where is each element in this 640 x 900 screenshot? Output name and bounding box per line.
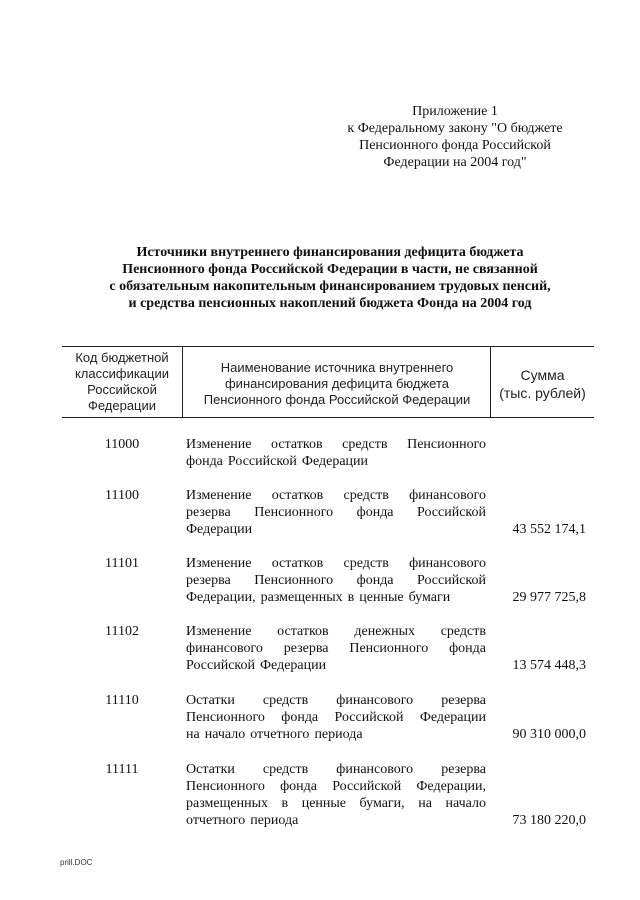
- header-code-line: Федерации: [87, 398, 157, 413]
- header-code-line: Российской: [87, 382, 157, 397]
- name-word: Пенсионного: [349, 641, 429, 656]
- name-word: Изменение: [186, 488, 252, 503]
- name-word: Российской: [417, 573, 486, 588]
- header-code: [62, 350, 182, 414]
- name-word: остатков: [271, 488, 324, 503]
- header-code-line: Код бюджетной: [75, 350, 169, 365]
- name-line: [186, 657, 486, 674]
- name-line: [186, 453, 486, 470]
- name-word: финансового: [336, 693, 414, 708]
- name-word: ценные: [359, 590, 404, 605]
- name-line: [186, 555, 486, 572]
- header-amount-line: Сумма: [520, 367, 565, 383]
- name-word: в: [347, 590, 355, 605]
- name-line: [186, 761, 486, 778]
- name-word: Остатки: [186, 693, 235, 708]
- name-word: средств: [343, 556, 389, 571]
- name-word: средств: [342, 437, 388, 452]
- name-word: Пенсионного: [186, 710, 265, 725]
- name-word: на: [418, 796, 432, 811]
- name-word: Федерации: [260, 658, 327, 673]
- header-amount: [491, 366, 594, 402]
- row-amount: 43 552 174,1: [512, 522, 586, 537]
- row-code: 11101: [105, 556, 139, 571]
- name-word: фонда: [356, 573, 394, 588]
- row-code: 11100: [105, 488, 139, 503]
- name-word: Пенсионного: [254, 573, 334, 588]
- row-amount: 73 180 220,0: [512, 813, 586, 828]
- name-word: периода: [250, 813, 299, 828]
- name-word: Российской: [417, 505, 486, 520]
- name-word: финансового: [409, 488, 486, 503]
- name-word: Федерации,: [186, 590, 256, 605]
- name-word: Остатки: [186, 762, 235, 777]
- column-divider: [182, 346, 183, 418]
- appendix-line: Федерации на 2004 год": [383, 155, 527, 170]
- name-word: фонда: [186, 454, 223, 469]
- name-word: Российской: [332, 779, 402, 794]
- row-code: 11000: [104, 437, 140, 452]
- name-word: денежных: [354, 624, 415, 639]
- name-word: резерва: [441, 762, 486, 777]
- name-word: остатков: [271, 437, 323, 452]
- name-word: на: [186, 727, 200, 742]
- name-line: [186, 572, 486, 589]
- title-line: Источники внутреннего финансирования дефицита бюджета: [136, 245, 524, 260]
- name-line: [186, 778, 486, 795]
- name-word: бумаги: [408, 590, 451, 605]
- header-name: [184, 360, 490, 408]
- name-line: [186, 640, 486, 657]
- name-word: Федерации: [419, 710, 486, 725]
- name-line: [186, 709, 486, 726]
- row-name: [186, 487, 486, 538]
- name-word: ценные: [301, 796, 347, 811]
- name-word: средств: [440, 624, 486, 639]
- name-word: Федерации: [301, 454, 369, 469]
- name-word: резерва: [441, 693, 486, 708]
- row-code: 11102: [105, 624, 139, 639]
- name-word: средств: [262, 693, 309, 708]
- name-word: начало: [204, 727, 246, 742]
- name-word: размещенных: [186, 796, 269, 811]
- name-word: остатков: [271, 556, 324, 571]
- name-word: Российской: [186, 658, 255, 673]
- name-word: средств: [262, 762, 309, 777]
- name-word: отчетного: [250, 727, 310, 742]
- row-amount: 29 977 725,8: [512, 590, 586, 605]
- name-word: Российской: [227, 454, 297, 469]
- name-line: [186, 726, 486, 743]
- name-line: [186, 487, 486, 504]
- name-word: резерва: [283, 641, 329, 656]
- title-line: Пенсионного фонда Российской Федерации в части, не связанной: [122, 262, 538, 277]
- name-word: резерва: [186, 505, 231, 520]
- name-line: [186, 521, 486, 538]
- header-code-line: классификации: [74, 366, 170, 381]
- footer-filename: prill.DOC: [60, 858, 93, 867]
- row-amount: 13 574 448,3: [512, 658, 586, 673]
- name-line: [186, 795, 486, 812]
- name-word: Федерации,: [416, 779, 486, 794]
- name-word: фонда: [356, 505, 394, 520]
- name-word: отчетного: [186, 813, 246, 828]
- name-word: в: [281, 796, 289, 811]
- name-word: Федерации: [186, 522, 253, 537]
- table-header-bottom-rule: [62, 417, 594, 418]
- name-line: [186, 812, 486, 829]
- name-word: Изменение: [186, 556, 252, 571]
- title-line: и средства пенсионных накоплений бюджета Фонда на 2004 год: [128, 296, 532, 311]
- appendix-line: к Федеральному закону "О бюджете: [347, 121, 563, 136]
- row-name: [186, 692, 486, 743]
- name-line: [186, 623, 486, 640]
- document-title: [60, 244, 600, 312]
- row-code: 11110: [105, 693, 139, 708]
- header-name-line: финансирования дефицита бюджета: [224, 376, 449, 391]
- title-line: с обязательным накопительным финансированием трудовых пенсий,: [109, 279, 551, 294]
- name-word: фонда: [449, 641, 486, 656]
- name-word: бумаги,: [359, 796, 405, 811]
- name-word: периода: [314, 727, 363, 742]
- name-word: фонда: [281, 710, 319, 725]
- row-code: 11111: [105, 762, 139, 777]
- name-line: [186, 692, 486, 709]
- row-name: [186, 761, 486, 829]
- name-word: Пенсионного: [186, 779, 265, 794]
- name-word: Изменение: [186, 437, 252, 452]
- name-word: Российской: [334, 710, 404, 725]
- table-top-rule: [62, 346, 594, 347]
- name-word: финансового: [186, 641, 263, 656]
- appendix-line: Приложение 1: [412, 104, 498, 119]
- row-name: [186, 436, 486, 470]
- name-line: [186, 436, 486, 453]
- row-name: [186, 623, 486, 674]
- header-amount-line: (тыс. рублей): [499, 385, 586, 401]
- name-word: Пенсионного: [407, 437, 486, 452]
- name-word: фонда: [280, 779, 317, 794]
- name-word: размещенных: [260, 590, 343, 605]
- name-word: Пенсионного: [254, 505, 334, 520]
- name-word: финансового: [336, 762, 414, 777]
- name-word: финансового: [409, 556, 486, 571]
- name-word: начало: [445, 796, 486, 811]
- appendix-block: [320, 103, 590, 171]
- row-name: [186, 555, 486, 606]
- header-name-line: Наименование источника внутреннего: [220, 360, 454, 375]
- name-word: резерва: [186, 573, 231, 588]
- name-word: Изменение: [186, 624, 252, 639]
- header-name-line: Пенсионного фонда Российской Федерации: [203, 392, 471, 407]
- name-word: остатков: [277, 624, 329, 639]
- name-line: [186, 589, 486, 606]
- name-word: средств: [343, 488, 389, 503]
- appendix-line: Пенсионного фонда Российской: [359, 138, 551, 153]
- row-amount: 90 310 000,0: [512, 727, 586, 742]
- name-line: [186, 504, 486, 521]
